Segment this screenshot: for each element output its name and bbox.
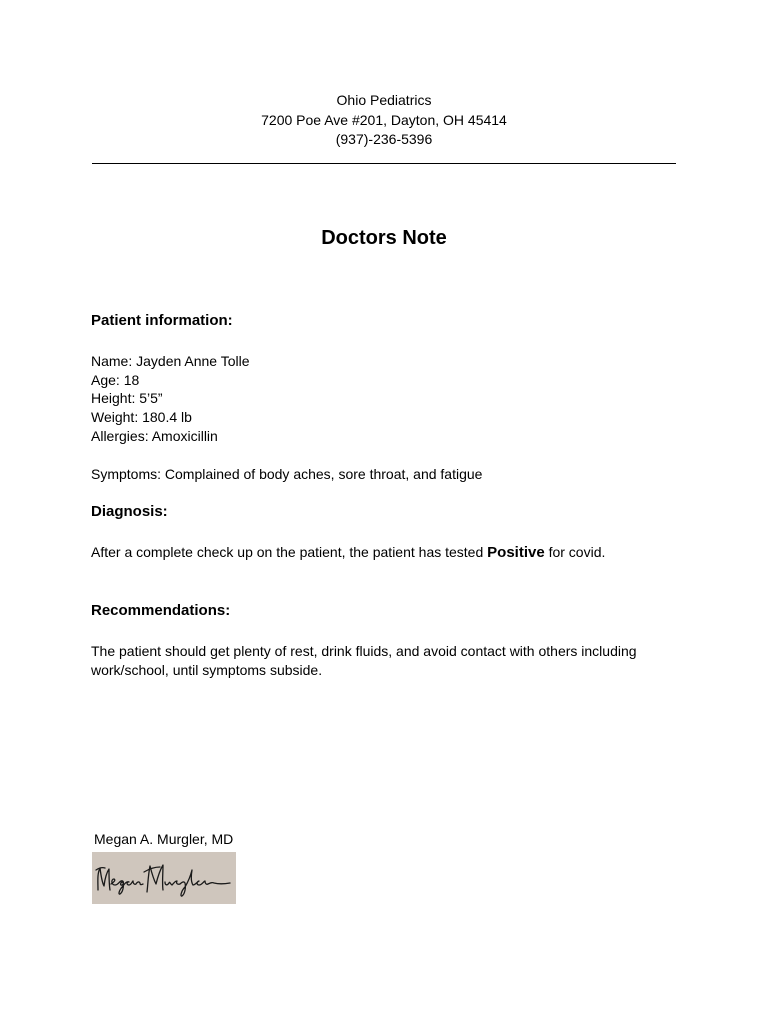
diagnosis-text-before: After a complete check up on the patient, the patient has tested [91,544,488,560]
patient-symptoms: Symptoms: Complained of body aches, sore throat, and fatigue [91,466,483,482]
doctor-name: Megan A. Murgler, MD [94,831,234,847]
clinic-name: Ohio Pediatrics [336,92,432,108]
diagnosis-result: Positive [487,544,545,561]
clinic-phone: (937)-236-5396 [335,131,433,147]
diagnosis-text-after: for covid. [544,544,606,560]
recommendations-text: The patient should get plenty of rest, drink fluids, and avoid contact with others including work/school, until symptoms subside. [91,643,637,678]
header-divider [92,163,676,164]
patient-height: Height: 5’5” [91,390,163,406]
patient-name: Name: Jayden Anne Tolle [91,353,250,369]
page-title: Doctors Note [321,227,447,249]
diagnosis-text [91,543,605,562]
clinic-address: 7200 Poe Ave #201, Dayton, OH 45414 [261,112,507,128]
patient-weight: Weight: 180.4 lb [91,409,192,425]
patient-allergies: Allergies: Amoxicillin [91,428,218,444]
diagnosis-heading: Diagnosis: [91,503,168,520]
patient-age: Age: 18 [91,372,140,388]
signature-handwriting [92,852,236,904]
signature-image [92,852,236,904]
recommendations-heading: Recommendations: [91,602,231,619]
patient-heading: Patient information: [91,312,233,329]
